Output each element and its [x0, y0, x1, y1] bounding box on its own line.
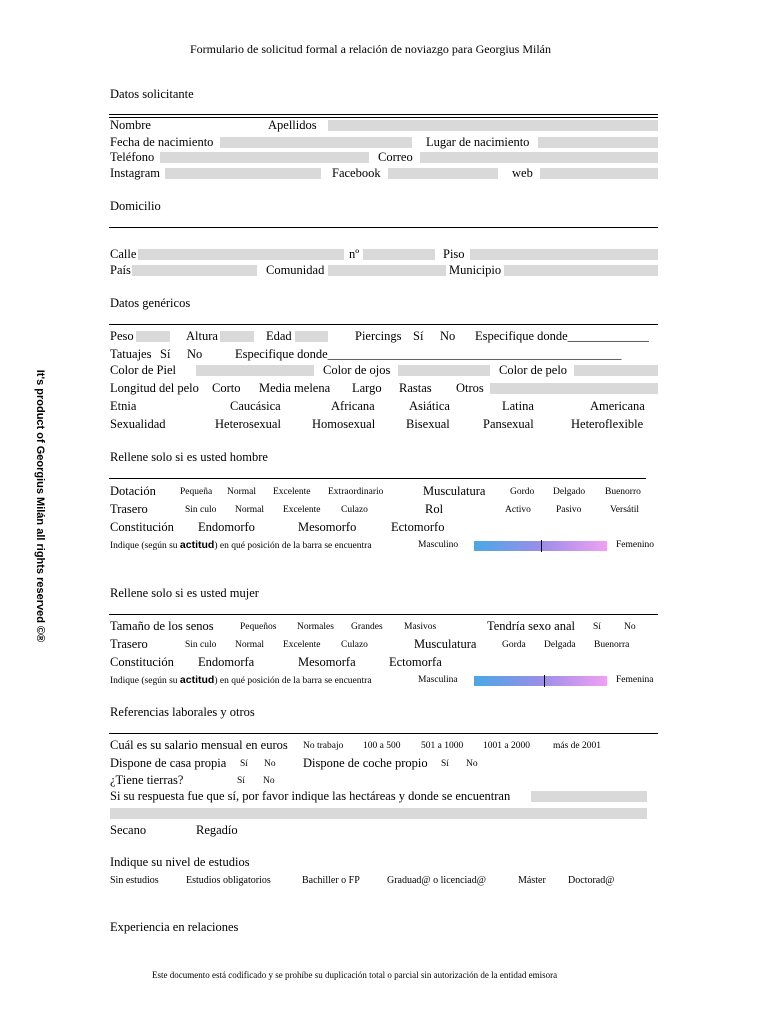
mesomorfa-checkbox[interactable]: Mesomorfa: [298, 655, 356, 669]
hectareas-field[interactable]: [531, 791, 647, 802]
anal-si-checkbox[interactable]: Sí: [593, 622, 601, 632]
color-ojos-field[interactable]: [398, 365, 490, 376]
fecha-field[interactable]: [220, 137, 412, 148]
fecha-label: Fecha de nacimiento: [110, 135, 214, 149]
numero-label: nº: [349, 247, 360, 261]
bisexual-checkbox[interactable]: Bisexual: [406, 417, 450, 431]
color-piel-label: Color de Piel: [110, 363, 176, 377]
page-title: Formulario de solicitud formal a relación de noviazgo para Georgius Milán: [190, 42, 552, 56]
color-pelo-label: Color de pelo: [499, 363, 568, 377]
peso-label: Peso: [110, 329, 134, 343]
caucasica-checkbox[interactable]: Caucásica: [230, 399, 281, 413]
bachiller-checkbox[interactable]: Bachiller o FP: [302, 875, 360, 886]
doctorado-checkbox[interactable]: Doctorad@: [568, 875, 615, 886]
section-genericos-heading: Datos genéricos: [110, 296, 191, 310]
no-trabajo-checkbox[interactable]: No trabajo: [303, 741, 344, 751]
altura-label: Altura: [186, 329, 218, 343]
corto-checkbox[interactable]: Corto: [212, 381, 241, 395]
tierras-no-checkbox[interactable]: No: [263, 776, 275, 786]
heterosexual-checkbox[interactable]: Heterosexual: [215, 417, 281, 431]
salario-mas-2001-checkbox[interactable]: más de 2001: [553, 741, 602, 751]
section-mujer-heading: Rellene solo si es usted mujer: [110, 586, 259, 600]
salario-1001-2000-checkbox[interactable]: 1001 a 2000: [483, 741, 530, 751]
edad-label: Edad: [266, 329, 292, 343]
piso-label: Piso: [443, 247, 465, 261]
peso-field[interactable]: [136, 331, 170, 342]
calle-field[interactable]: [138, 249, 344, 260]
calle-label: Calle: [110, 247, 137, 261]
trasero-mujer-label: Trasero: [110, 637, 148, 651]
gender-bar-marker[interactable]: [544, 675, 545, 687]
section-experiencia-heading: Experiencia en relaciones: [110, 920, 239, 934]
homosexual-checkbox[interactable]: Homosexual: [312, 417, 376, 431]
section-estudios-heading: Indique su nivel de estudios: [110, 855, 250, 869]
divider: [109, 478, 646, 479]
otros-field[interactable]: [490, 383, 658, 394]
coche-no-checkbox[interactable]: No: [466, 759, 478, 769]
excelente-checkbox[interactable]: Excelente: [273, 487, 311, 497]
gordo-checkbox[interactable]: Gordo: [510, 487, 535, 497]
comunidad-label: Comunidad: [266, 263, 325, 277]
piercings-si-checkbox[interactable]: Sí: [413, 329, 424, 343]
pansexual-checkbox[interactable]: Pansexual: [483, 417, 534, 431]
media-melena-checkbox[interactable]: Media melena: [259, 381, 331, 395]
otros-label: Otros: [456, 381, 484, 395]
asiatica-checkbox[interactable]: Asiática: [409, 399, 450, 413]
divider: [109, 324, 658, 325]
salario-501-1000-checkbox[interactable]: 501 a 1000: [421, 741, 464, 751]
lugar-field[interactable]: [538, 137, 658, 148]
casa-si-checkbox[interactable]: Sí: [240, 759, 248, 769]
divider: [109, 227, 658, 228]
graduado-checkbox[interactable]: Graduad@ o licenciad@: [387, 875, 486, 886]
numero-field[interactable]: [363, 249, 435, 260]
instagram-label: Instagram: [110, 166, 160, 180]
divider: [109, 114, 658, 115]
sin-estudios-checkbox[interactable]: Sin estudios: [110, 875, 159, 886]
lugar-label: Lugar de nacimiento: [426, 135, 530, 149]
grandes-checkbox[interactable]: Grandes: [351, 622, 383, 632]
buenorra-checkbox[interactable]: Buenorra: [594, 640, 630, 650]
normal-mujer-checkbox[interactable]: Normal: [235, 640, 265, 650]
sexualidad-label: Sexualidad: [110, 417, 166, 431]
piercings-label: Piercings: [355, 329, 402, 343]
delgado-checkbox[interactable]: Delgado: [553, 487, 586, 497]
culazo-checkbox[interactable]: Culazo: [341, 505, 368, 515]
web-field[interactable]: [540, 168, 658, 179]
africana-checkbox[interactable]: Africana: [331, 399, 375, 413]
hectareas-label: Si su respuesta fue que sí, por favor indique las hectáreas y donde se encuentran: [110, 789, 511, 803]
dotacion-label: Dotación: [110, 484, 156, 498]
masculino-label: Masculino: [418, 540, 459, 550]
piercings-no-checkbox[interactable]: No: [440, 329, 456, 343]
longitud-label: Longitud del pelo: [110, 381, 199, 395]
correo-label: Correo: [378, 150, 413, 164]
coche-si-checkbox[interactable]: Sí: [441, 759, 449, 769]
endomorfo-checkbox[interactable]: Endomorfo: [198, 520, 255, 534]
edad-field[interactable]: [295, 331, 328, 342]
coche-label: Dispone de coche propio: [303, 756, 428, 770]
piso-field[interactable]: [470, 249, 658, 260]
color-ojos-label: Color de ojos: [323, 363, 391, 377]
tierras-label: ¿Tiene tierras?: [110, 773, 184, 787]
telefono-field[interactable]: [160, 152, 369, 163]
etnia-label: Etnia: [110, 399, 137, 413]
gorda-checkbox[interactable]: Gorda: [502, 640, 526, 650]
anal-label: Tendría sexo anal: [487, 619, 575, 633]
hectareas-field-2[interactable]: [110, 808, 647, 819]
senos-label: Tamaño de los senos: [110, 619, 214, 633]
ectomorfa-checkbox[interactable]: Ectomorfa: [389, 655, 442, 669]
sin-culo-checkbox[interactable]: Sin culo: [185, 505, 217, 515]
heteroflexible-checkbox[interactable]: Heteroflexible: [571, 417, 644, 431]
divider: [109, 614, 658, 615]
gender-bar-marker[interactable]: [541, 540, 542, 552]
normal-trasero-checkbox[interactable]: Normal: [235, 505, 265, 515]
normales-checkbox[interactable]: Normales: [297, 622, 334, 632]
trasero-label: Trasero: [110, 502, 148, 516]
section-hombre-heading: Rellene solo si es usted hombre: [110, 450, 268, 464]
section-laboral-heading: Referencias laborales y otros: [110, 705, 255, 719]
salario-100-500-checkbox[interactable]: 100 a 500: [363, 741, 401, 751]
color-pelo-field[interactable]: [574, 365, 658, 376]
casa-label: Dispone de casa propia: [110, 756, 227, 770]
americana-checkbox[interactable]: Americana: [590, 399, 645, 413]
excelente-mujer-checkbox[interactable]: Excelente: [283, 640, 321, 650]
constitucion-label: Constitución: [110, 520, 174, 534]
nombre-label: Nombre: [110, 118, 151, 132]
pais-label: País: [110, 263, 131, 277]
pais-field[interactable]: [132, 265, 257, 276]
master-checkbox[interactable]: Máster: [518, 875, 546, 886]
telefono-label: Teléfono: [110, 150, 155, 164]
casa-no-checkbox[interactable]: No: [264, 759, 276, 769]
regadio-checkbox[interactable]: Regadío: [196, 823, 238, 837]
tatuajes-label: Tatuajes: [110, 347, 152, 361]
altura-field[interactable]: [220, 331, 254, 342]
piercings-especifique[interactable]: Especifique donde_____________: [475, 329, 649, 343]
web-label: web: [512, 166, 533, 180]
rol-label: Rol: [425, 502, 444, 516]
culazo-mujer-checkbox[interactable]: Culazo: [341, 640, 368, 650]
extraordinario-checkbox[interactable]: Extraordinario: [328, 487, 384, 497]
secano-checkbox[interactable]: Secano: [110, 823, 147, 837]
tierras-si-checkbox[interactable]: Sí: [237, 776, 245, 786]
tatuajes-si-label: Sí: [160, 347, 171, 361]
pequenos-checkbox[interactable]: Pequeños: [240, 622, 277, 632]
apellidos-label: Apellidos: [268, 118, 317, 132]
actitud-mujer-question: Indique (según su actitud) en qué posición de la barra se encuentra: [110, 674, 372, 686]
estudios-obligatorios-checkbox[interactable]: Estudios obligatorios: [186, 875, 271, 886]
actitud-question: Indique (según su actitud) en qué posición de la barra se encuentra: [110, 539, 372, 551]
buenorro-checkbox[interactable]: Buenorro: [605, 487, 641, 497]
facebook-label: Facebook: [332, 166, 381, 180]
side-copyright: It's product of Georgius Milán all rights reserved ©®: [34, 369, 46, 643]
sin-culo-mujer-checkbox[interactable]: Sin culo: [185, 640, 217, 650]
ectomorfo-checkbox[interactable]: Ectomorfo: [391, 520, 445, 534]
masculina-label: Masculina: [418, 675, 458, 685]
facebook-field[interactable]: [388, 168, 498, 179]
comunidad-field[interactable]: [328, 265, 446, 276]
musculatura-mujer-label: Musculatura: [414, 637, 477, 651]
pequena-checkbox[interactable]: Pequeña: [180, 487, 213, 497]
pasivo-checkbox[interactable]: Pasivo: [556, 505, 582, 515]
endomorfa-checkbox[interactable]: Endomorfa: [198, 655, 255, 669]
versatil-checkbox[interactable]: Versátil: [610, 505, 640, 515]
salario-label: Cuál es su salario mensual en euros: [110, 738, 288, 752]
municipio-label: Municipio: [449, 263, 502, 277]
tatuajes-especifique[interactable]: Especifique donde_______________________________________________: [235, 347, 622, 361]
musculatura-label: Musculatura: [423, 484, 486, 498]
rastas-checkbox[interactable]: Rastas: [399, 381, 432, 395]
femenina-label: Femenina: [616, 675, 654, 685]
divider: [109, 733, 658, 734]
mesomorfo-checkbox[interactable]: Mesomorfo: [298, 520, 357, 534]
excelente-trasero-checkbox[interactable]: Excelente: [283, 505, 321, 515]
municipio-field[interactable]: [504, 265, 658, 276]
anal-no-checkbox[interactable]: No: [624, 622, 636, 632]
largo-checkbox[interactable]: Largo: [352, 381, 382, 395]
femenino-label: Femenino: [616, 540, 654, 550]
latina-checkbox[interactable]: Latina: [502, 399, 534, 413]
color-piel-field[interactable]: [196, 365, 314, 376]
constitucion-mujer-label: Constitución: [110, 655, 174, 669]
footer-notice: Este documento está codificado y se prohíbe su duplicación total o parcial sin autorización de la entidad emisora: [152, 970, 558, 980]
section-domicilio-heading: Domicilio: [110, 199, 161, 213]
masivos-checkbox[interactable]: Masivos: [404, 622, 437, 632]
delgada-checkbox[interactable]: Delgada: [544, 640, 576, 650]
normal-checkbox[interactable]: Normal: [227, 487, 257, 497]
apellidos-field[interactable]: [328, 120, 658, 131]
nombre-field-line: [109, 117, 658, 118]
activo-checkbox[interactable]: Activo: [505, 505, 531, 515]
correo-field[interactable]: [420, 152, 658, 163]
instagram-field[interactable]: [165, 168, 321, 179]
gender-bar-mujer[interactable]: [474, 676, 607, 686]
tatuajes-no-checkbox[interactable]: No: [187, 347, 203, 361]
section-solicitante-heading: Datos solicitante: [110, 87, 194, 101]
